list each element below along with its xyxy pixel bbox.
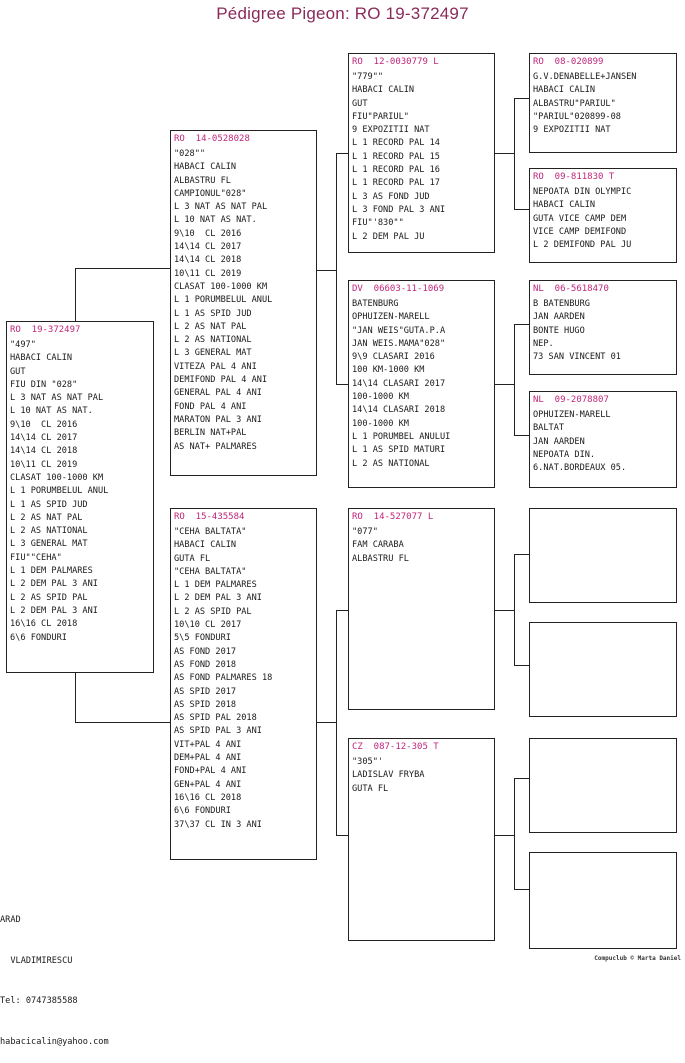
pedigree-text-line: "CEHA BALTATA" [174, 527, 247, 537]
ring-number: CZ 087-12-305 T [352, 742, 439, 752]
pedigree-text-line: L 1 PORUMBELUL ANUL [174, 295, 273, 306]
pedigree-text-line: FOND PAL 4 ANI [174, 401, 247, 412]
footer-credit: Compuclub © Marta Daniel [594, 955, 681, 962]
ring-number: NL 06-5618470 [533, 284, 609, 294]
pedigree-text-line: L 1 DEM PALMARES [174, 580, 257, 591]
pedigree-text-line: 5\5 FONDURI [174, 633, 231, 644]
pedigree-text-line: L 1 RECORD PAL 17 [352, 178, 440, 189]
pedigree-text-line: 10\11 CL 2019 [174, 268, 242, 279]
subject-pigeon-card [6, 321, 154, 673]
great-grandparent-card-3 [529, 280, 677, 375]
pedigree-text-line: JAN WEIS.MAMA"028" [352, 338, 446, 349]
pedigree-text-line: BATENBURG [352, 299, 399, 309]
page-title: Pédigree Pigeon: RO 19-372497 [216, 4, 469, 23]
pedigree-text-line: MARATON PAL 3 ANI [174, 414, 262, 425]
pedigree-text-line: 9\9 CLASARI 2016 [352, 352, 435, 363]
pedigree-text-line: L 1 RECORD PAL 16 [352, 165, 440, 176]
pedigree-text-line: 100-1000 KM [352, 392, 409, 403]
pedigree-text-line: L 2 DEM PAL 3 ANI [174, 593, 262, 604]
connector-line [336, 610, 337, 836]
connector-line [75, 722, 172, 723]
pedigree-text-line: AS SPID 2018 [174, 699, 237, 710]
pedigree-text-line: "497" [10, 340, 36, 350]
contact-line: ARAD [0, 915, 21, 925]
pedigree-text-line: L 1 PORUMBEL ANULUI [352, 431, 451, 442]
ring-number: RO 12-0030779 L [352, 57, 439, 67]
pedigree-text-line: GUTA FL [174, 553, 211, 564]
pedigree-text-line: GUTA VICE CAMP DEM [533, 213, 627, 224]
great-grandparent-card-1 [529, 53, 677, 153]
sire-sire-card [348, 53, 495, 253]
pedigree-text-line: 10\10 CL 2017 [174, 620, 242, 631]
pedigree-text-line: ALBASTRU"PARIUL" [533, 98, 616, 109]
pedigree-text-line: 100 KM-1000 KM [352, 365, 425, 376]
pedigree-text-line: 14\14 CL 2017 [174, 242, 242, 253]
pedigree-text-line: BALTAT [533, 423, 565, 434]
dam-sire-card [348, 508, 495, 710]
ring-number: RO 15-435584 [174, 512, 245, 522]
pedigree-text-line: L 3 FOND PAL 3 ANI [352, 204, 446, 215]
pedigree-text-line: AS SPID PAL 2018 [174, 713, 257, 724]
pedigree-text-line: L 3 NAT AS NAT PAL [174, 202, 268, 213]
pedigree-text-line: L 2 AS NATIONAL [174, 335, 252, 346]
pedigree-text-line: L 2 AS NATIONAL [352, 458, 430, 469]
pedigree-text-line: 14\14 CL 2018 [10, 446, 78, 457]
owner-contact [0, 887, 109, 1063]
great-grandparent-card-empty [529, 508, 677, 603]
pedigree-text-line: OPHUIZEN-MARELL [533, 410, 611, 420]
connector-line [514, 554, 515, 666]
pedigree-text-line: 37\37 CL IN 3 ANI [174, 819, 262, 830]
pedigree-text-line: L 1 DEM PALMARES [10, 566, 93, 577]
connector-line [75, 268, 172, 269]
connector-line [494, 384, 514, 385]
connector-line [514, 889, 530, 890]
ring-number: NL 09-2078807 [533, 395, 609, 405]
pedigree-text-line: 14\14 CL 2018 [174, 255, 242, 266]
pedigree-text-line: 9 EXPOZITII NAT [352, 125, 430, 136]
pedigree-text-line: DEM+PAL 4 ANI [174, 753, 242, 764]
pedigree-text-line: JAN AARDEN [533, 436, 585, 447]
great-grandparent-card-empty [529, 852, 677, 949]
pedigree-text-line: FIU"'830"" [352, 218, 404, 229]
pedigree-text-line: FIU""CEHA" [10, 552, 62, 563]
pedigree-text-line: FIU DIN "028" [10, 379, 78, 390]
connector-line [336, 153, 337, 385]
pedigree-text-line: 16\16 CL 2018 [174, 792, 242, 803]
pedigree-text-line: 10\11 CL 2019 [10, 459, 78, 470]
pedigree-text-line: 6.NAT.BORDEAUX 05. [533, 463, 627, 474]
connector-line [514, 209, 530, 210]
pedigree-text-line: "077" [352, 527, 378, 537]
pedigree-text-line: 14\14 CLASARI 2017 [352, 378, 446, 389]
pedigree-text-line: GUT [10, 366, 26, 377]
pedigree-text-line: AS SPID 2017 [174, 686, 237, 697]
pedigree-text-line: L 10 NAT AS NAT. [10, 406, 93, 417]
pedigree-text-line: 9\10 CL 2016 [174, 228, 242, 239]
pedigree-text-line: NEPOATA DIN OLYMPIC [533, 187, 632, 197]
pedigree-text-line: AS FOND 2017 [174, 646, 237, 657]
pedigree-text-line: GUT [352, 98, 368, 109]
connector-line [514, 324, 530, 325]
connector-line [514, 98, 530, 99]
connector-line [316, 270, 336, 271]
pedigree-text-line: L 1 PORUMBELUL ANUL [10, 486, 109, 497]
pedigree-text-line: FOND+PAL 4 ANI [174, 766, 247, 777]
pedigree-text-line: VITEZA PAL 4 ANI [174, 361, 257, 372]
sire-dam-card [348, 280, 495, 488]
pedigree-text-line: L 3 NAT AS NAT PAL [10, 393, 104, 404]
pedigree-text-line: CLASAT 100-1000 KM [174, 281, 268, 292]
pedigree-text-line: GENERAL PAL 4 ANI [174, 388, 262, 399]
connector-line [514, 778, 515, 890]
pedigree-text-line: ALBASTRU FL [174, 175, 231, 186]
pedigree-text-line: AS NAT+ PALMARES [174, 441, 257, 452]
pedigree-text-line: NEPOATA DIN. [533, 449, 596, 460]
connector-line [494, 835, 514, 836]
pedigree-text-line: L 2 AS SPID PAL [174, 606, 252, 617]
pedigree-text-line: FIU"PARIUL" [352, 111, 409, 122]
sire-card [170, 130, 317, 476]
pedigree-text-line: "CEHA BALTATA" [174, 566, 247, 577]
pedigree-text-line: VICE CAMP DEMIFOND [533, 226, 627, 237]
great-grandparent-card-2 [529, 168, 677, 263]
pedigree-text-line: L 2 DEM PAL 3 ANI [10, 579, 98, 590]
pedigree-text-line: VIT+PAL 4 ANI [174, 739, 242, 750]
pedigree-text-line: L 1 AS SPID JUD [174, 308, 252, 319]
great-grandparent-card-empty [529, 738, 677, 833]
pedigree-text-line: 9 EXPOZITII NAT [533, 125, 611, 136]
contact-line: VLADIMIRESCU [0, 955, 73, 966]
pedigree-text-line: HABACI CALIN [533, 200, 596, 211]
pedigree-text-line: GEN+PAL 4 ANI [174, 779, 242, 790]
pedigree-text-line: L 2 AS NATIONAL [10, 526, 88, 537]
pedigree-text-line: L 3 AS FOND JUD [352, 191, 430, 202]
pedigree-text-line: L 1 RECORD PAL 15 [352, 151, 440, 162]
ring-number: RO 09-811830 T [533, 172, 615, 182]
pedigree-text-line: 16\16 CL 2018 [10, 619, 78, 630]
pedigree-text-line: HABACI CALIN [174, 540, 237, 551]
pedigree-text-line: L 1 AS SPID JUD [10, 499, 88, 510]
pedigree-text-line: "PARIUL"020899-08 [533, 111, 621, 122]
pedigree-text-line: BERLIN NAT+PAL [174, 428, 247, 439]
dam-dam-card [348, 738, 495, 941]
pedigree-text-line: L 2 DEM PAL 3 ANI [10, 605, 98, 616]
ring-number: DV 06603-11-1069 [352, 284, 445, 294]
pedigree-text-line: HABACI CALIN [174, 162, 237, 173]
pedigree-text-line: L 1 AS SPID MATURI [352, 445, 446, 456]
pedigree-text-line: "779"" [352, 72, 384, 82]
pedigree-text-line: HABACI CALIN [533, 85, 596, 96]
contact-line: Tel: 0747385588 [0, 996, 78, 1006]
connector-line [514, 98, 515, 210]
connector-line [514, 554, 530, 555]
pedigree-text-line: LADISLAV FRYBA [352, 770, 425, 781]
pedigree-text-line: CAMPIONUL"028" [174, 188, 247, 199]
connector-line [494, 610, 514, 611]
pedigree-text-line: 14\14 CL 2017 [10, 433, 78, 444]
pedigree-text-line: 6\6 FONDURI [174, 806, 231, 817]
pedigree-text-line: ALBASTRU FL [352, 553, 409, 564]
dam-card [170, 508, 317, 860]
pedigree-text-line: L 2 AS SPID PAL [10, 592, 88, 603]
pedigree-text-line: L 10 NAT AS NAT. [174, 215, 257, 226]
ring-number: RO 08-020899 [533, 57, 604, 67]
pedigree-text-line: B BATENBURG [533, 299, 590, 309]
pedigree-text-line: L 2 DEM PAL JU [352, 231, 425, 242]
pedigree-text-line: CLASAT 100-1000 KM [10, 472, 104, 483]
connector-line [514, 435, 530, 436]
pedigree-text-line: L 3 GENERAL MAT [10, 539, 88, 550]
connector-line [316, 722, 336, 723]
pedigree-text-line: "JAN WEIS"GUTA.P.A [352, 325, 446, 336]
pedigree-text-line: HABACI CALIN [10, 353, 73, 364]
pedigree-text-line: 100-1000 KM [352, 418, 409, 429]
pedigree-text-line: "305"' [352, 757, 384, 767]
great-grandparent-card-empty [529, 622, 677, 717]
pedigree-text-line: L 2 AS NAT PAL [10, 512, 83, 523]
pedigree-text-line: 9\10 CL 2016 [10, 419, 78, 430]
pedigree-text-line: BONTE HUGO [533, 325, 585, 336]
pedigree-text-line: L 2 AS NAT PAL [174, 321, 247, 332]
pedigree-text-line: JAN AARDEN [533, 312, 585, 323]
connector-line [75, 268, 76, 322]
pedigree-text-line: OPHUIZEN-MARELL [352, 312, 430, 323]
pedigree-text-line: 6\6 FONDURI [10, 632, 67, 643]
pedigree-text-line: L 1 RECORD PAL 14 [352, 138, 440, 149]
pedigree-text-line: G.V.DENABELLE+JANSEN [533, 72, 637, 82]
connector-line [514, 665, 530, 666]
pedigree-text-line: AS FOND PALMARES 18 [174, 673, 273, 684]
pedigree-text-line: AS FOND 2018 [174, 659, 237, 670]
pedigree-text-line: "028"" [174, 149, 206, 159]
pedigree-text-line: HABACI CALIN [352, 85, 415, 96]
connector-line [75, 672, 76, 723]
pedigree-text-line: 14\14 CLASARI 2018 [352, 405, 446, 416]
pedigree-text-line: AS SPID PAL 3 ANI [174, 726, 262, 737]
connector-line [514, 778, 530, 779]
connector-line [514, 324, 515, 436]
ring-number: RO 14-0528028 [174, 134, 250, 144]
pedigree-text-line: L 3 GENERAL MAT [174, 348, 252, 359]
great-grandparent-card-4 [529, 391, 677, 488]
pedigree-text-line: L 2 DEMIFOND PAL JU [533, 240, 632, 251]
ring-number: RO 14-527077 L [352, 512, 434, 522]
ring-number: RO 19-372497 [10, 325, 81, 335]
pedigree-text-line: FAM CARABA [352, 540, 404, 551]
connector-line [494, 153, 514, 154]
pedigree-text-line: 73 SAN VINCENT 01 [533, 352, 621, 363]
contact-line: habacicalin@yahoo.com [0, 1036, 109, 1047]
pedigree-text-line: GUTA FL [352, 783, 389, 794]
pedigree-text-line: NEP. [533, 338, 554, 349]
pedigree-text-line: DEMIFOND PAL 4 ANI [174, 375, 268, 386]
